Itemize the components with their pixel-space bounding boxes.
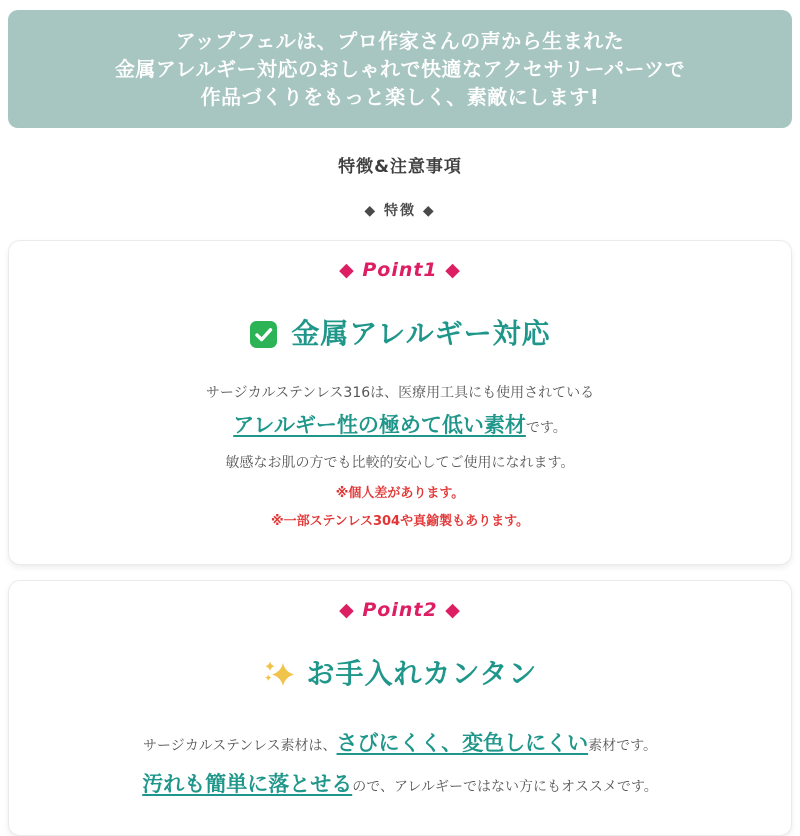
banner-line-1: アップフェルは、プロ作家さんの声から生まれた (175, 29, 625, 53)
banner-line-3: 作品づくりをもっと楽しく、素敵にします! (200, 85, 600, 109)
point1-note-1: ※個人差があります。 (335, 485, 465, 501)
point1-emphasis-text: アレルギー性の極めて低い素材 (233, 412, 526, 437)
sparkles-icon (263, 659, 294, 690)
section-subtitle: ◆ 特徴 ◆ (364, 203, 436, 219)
feature-card-point2 (8, 580, 792, 836)
point2-line2-suffix: ので、アレルギーではない方にもオススメです。 (352, 778, 658, 795)
section-title: 特徴&注意事項 (338, 157, 462, 177)
intro-banner (8, 10, 792, 128)
point1-heading-row (29, 319, 771, 350)
point1-body-line-2: 敏感なお肌の方でも比較的安心してご使用になれます。 (225, 454, 575, 471)
point2-emphasis-2: 汚れも簡単に落とせる (142, 771, 353, 796)
point1-label: ◆ Point1 ◆ (339, 259, 461, 281)
point2-heading: お手入れカンタン (306, 656, 538, 690)
point1-heading: 金属アレルギー対応 (291, 317, 551, 350)
feature-card-point1 (8, 240, 792, 565)
point2-line1-prefix: サージカルステンレス素材は、 (142, 737, 337, 754)
point2-body-line-2 (29, 771, 771, 801)
point1-body-line-1: サージカルステンレス316は、医療用工具にも使用されている (205, 384, 595, 401)
point2-emphasis-1: さびにくく、変色しにくい (336, 730, 589, 755)
point2-heading-row (29, 656, 771, 690)
banner-line-2: 金属アレルギー対応のおしゃれで快適なアクセサリーパーツで (114, 57, 686, 81)
point1-note-2: ※一部ステンレス304や真鍮製もあります。 (270, 513, 530, 529)
point1-emphasis-line (29, 412, 771, 442)
point2-line1-suffix: 素材です。 (588, 737, 658, 754)
check-icon (249, 320, 278, 349)
point1-emphasis-suffix: です。 (525, 419, 567, 436)
point2-body-line-1 (29, 730, 771, 760)
point2-label: ◆ Point2 ◆ (339, 598, 461, 621)
